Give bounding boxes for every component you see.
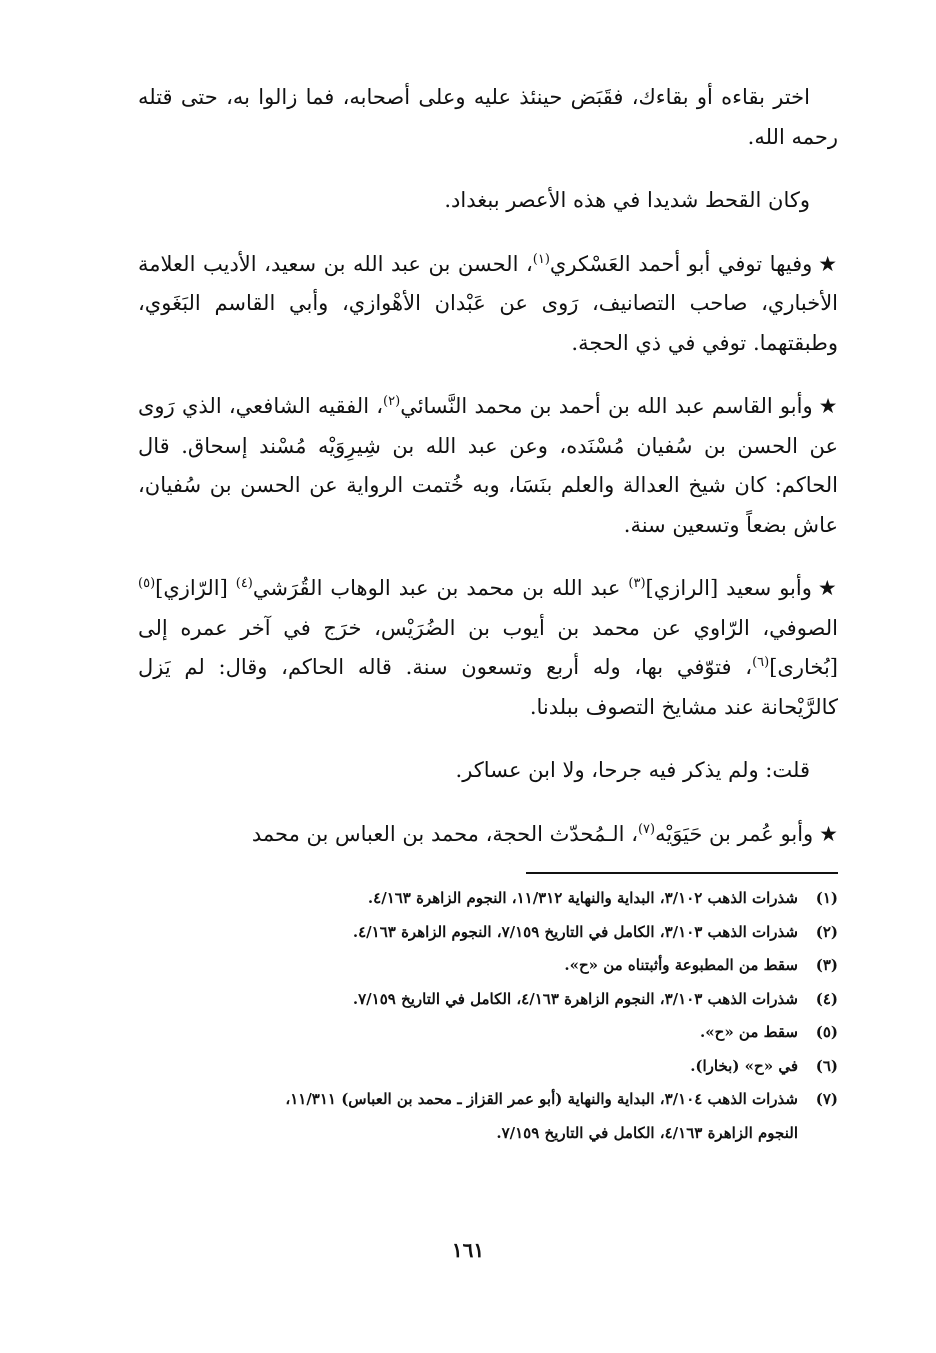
page-content xyxy=(138,78,838,1150)
footnote-ref[interactable]: (٤) xyxy=(235,576,253,591)
footnote-number: (٧) xyxy=(815,1090,838,1108)
paragraph-text: وأبو القاسم عبد الله بن أحمد بن محمد النَّسائي xyxy=(400,394,813,418)
main-text xyxy=(138,78,838,854)
footnote-text: شذرات الذهب ٣/١٠٣، الكامل في التاريخ ٧/١٥٩، النجوم الزاهرة ٤/١٦٣. xyxy=(352,922,798,941)
star-marker: ★ xyxy=(819,821,838,846)
page-number: ١٦١ xyxy=(451,1238,485,1262)
paragraph-text: وأبو عُمر بن حَيَوَيْه xyxy=(655,821,814,846)
footnote-item xyxy=(138,1050,838,1084)
paragraph-text: ، فتوّفي بها، وله أربع وتسعون سنة. قاله الحاكم، وقال: لم يَزل كالرَّيْحانة عند مشايخ التصوف ببلدنا. xyxy=(138,655,838,719)
paragraph-text: وكان القحط شديدا في هذه الأعصر ببغداد. xyxy=(444,188,810,212)
paragraph-text: قلت: ولم يذكر فيه جرحا، ولا ابن عساكر. xyxy=(455,758,810,782)
paragraph-7 xyxy=(138,815,838,855)
footnote-item xyxy=(138,983,838,1017)
footnote-number: (١) xyxy=(815,889,838,907)
star-marker: ★ xyxy=(817,576,839,600)
star-marker: ★ xyxy=(818,394,839,418)
paragraph-2 xyxy=(138,181,838,221)
paragraph-text: وفيها توفي أبو أحمد العَسْكري xyxy=(549,251,813,276)
paragraph-1 xyxy=(138,78,838,157)
footnote-ref[interactable]: (٧) xyxy=(637,821,656,837)
footnote-ref[interactable]: (١) xyxy=(532,251,550,267)
footnote-number: (٥) xyxy=(815,1023,838,1041)
footnote-item xyxy=(138,1016,838,1050)
paragraph-text: ، الـمُحدّث الحجة، محمد بن العباس بن محمد xyxy=(251,821,638,846)
footnote-item xyxy=(138,916,838,950)
paragraph-6 xyxy=(138,751,838,791)
footnote-ref[interactable]: (٣) xyxy=(628,576,646,591)
footnote-divider xyxy=(526,872,838,874)
footnote-ref[interactable]: (٦) xyxy=(752,655,770,670)
footnote-ref[interactable]: (٥) xyxy=(138,576,156,591)
paragraph-text: الصوفي، الرّاوي عن محمد بن أيوب بن الضُرَيْس، خرَج في آخر عمره إلى [بُخارى] xyxy=(138,615,838,679)
paragraph-text: اختر بقاءه أو بقاءك، فقَبَض حينئذ عليه وعلى أصحابه، فما زالوا به، حتى قتله رحمه الله. xyxy=(138,85,838,149)
paragraph-text: ، الحسن بن عبد الله بن سعيد، الأديب العلامة الأخباري، صاحب التصانيف، رَوى عن عَبْدان الأهْوازي، وأبي القاسم البَغَوي، وطبقتهما. توفي في ذي الحجة. xyxy=(138,251,838,355)
footnote-number: (٤) xyxy=(815,989,838,1008)
footnote-number: (٦) xyxy=(815,1056,838,1075)
footnote-ref[interactable]: (٢) xyxy=(383,394,401,409)
footnote-text: شذرات الذهب ٣/١٠٢، البداية والنهاية ١١/٣١٢، النجوم الزاهرة ٤/١٦٣. xyxy=(367,889,798,907)
footnotes xyxy=(138,882,838,1150)
footnote-number: (٣) xyxy=(815,956,838,974)
paragraph-4 xyxy=(138,387,838,545)
footnote-continuation xyxy=(138,1117,838,1151)
paragraph-text: ، الفقيه الشافعي، الذي رَوى عن الحسن بن سُفيان مُسْنَده، وعن عبد الله بن شِيرِوَيْه مُسْند إسحاق. قال الحاكم: كان شيخ العدالة والعلم بنَسَا، وبه خُتمت الرواية عن الحسن بن سُفيان، عاش بضعاً وتسعين سنة. xyxy=(138,394,838,537)
paragraph-text: وأبو سعيد [الرازي] xyxy=(645,576,812,600)
footnote-text: سقط من المطبوعة وأثبتناه من «ح». xyxy=(564,956,798,974)
footnote-item xyxy=(138,1083,838,1117)
footnote-text: سقط من «ح». xyxy=(700,1023,798,1041)
paragraph-5 xyxy=(138,569,838,727)
paragraph-3 xyxy=(138,245,838,364)
footnote-text: شذرات الذهب ٣/١٠٣، النجوم الزاهرة ٤/١٦٣، الكامل في التاريخ ٧/١٥٩. xyxy=(352,989,798,1008)
footnote-number: (٢) xyxy=(815,922,838,941)
star-marker: ★ xyxy=(818,251,839,276)
footnote-item xyxy=(138,882,838,916)
footnote-text: في «ح» (بخارا). xyxy=(690,1056,798,1075)
footnote-text: شذرات الذهب ٣/١٠٤، البداية والنهاية (أبو عمر القزاز ـ محمد بن العباس) ١١/٣١١، xyxy=(285,1090,798,1108)
footnote-item xyxy=(138,949,838,983)
paragraph-text: عبد الله بن محمد بن عبد الوهاب القُرَشي xyxy=(252,576,629,600)
paragraph-text: [الرّازي] xyxy=(155,576,236,600)
footnote-text: النجوم الزاهرة ٤/١٦٣، الكامل في التاريخ ٧/١٥٩. xyxy=(496,1123,798,1142)
